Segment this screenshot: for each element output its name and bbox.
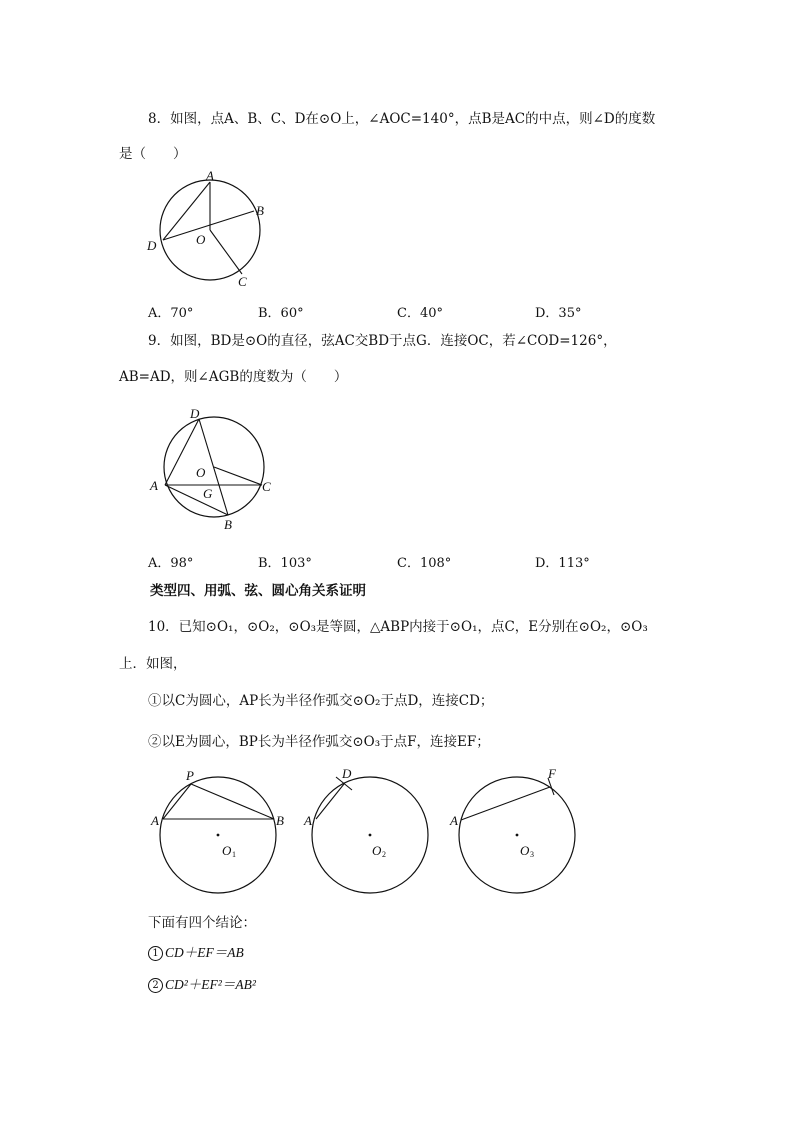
q10-label-o2-sub: 2 — [382, 850, 386, 859]
q10-label-f: F — [548, 766, 556, 781]
q10-center-o2 — [369, 834, 372, 837]
q10-label-b: B — [276, 813, 284, 828]
q10-chord-cd — [316, 784, 344, 819]
q9-label-a: A — [150, 478, 158, 493]
q10-center-o1 — [217, 834, 220, 837]
q8-option-a[interactable]: A．70° — [148, 306, 194, 321]
q8-option-b[interactable]: B．60° — [258, 306, 304, 321]
q9-text: 9．如图，BD是⊙O的直径，弦AC交BD于点G．连接OC，若∠COD=126°， — [148, 333, 617, 349]
q10-chord-ef — [461, 787, 550, 820]
q10-step-1: ①以C为圆心，AP长为半径作弧交⊙O₂于点D，连接CD； — [148, 693, 494, 709]
q9-figure — [148, 405, 288, 535]
q10-conclusion-1 — [148, 944, 244, 962]
q8-label-o: O — [196, 232, 206, 247]
q10-conclusion-1-text: CD＋EF＝AB — [165, 945, 244, 960]
q9-label-b: B — [224, 517, 232, 532]
q10-conclusion-intro: 下面有四个结论： — [148, 915, 256, 931]
q10-label-o1-sub: 1 — [232, 850, 236, 859]
q9-segment-oc — [214, 467, 262, 485]
q10-text: 10．已知⊙O₁，⊙O₂，⊙O₃是等圆，△ABP内接于⊙O₁，点C，E分别在⊙O₂，⊙O₃ — [148, 619, 648, 635]
q10-chord-pb — [191, 784, 274, 819]
q8-label-d: D — [147, 238, 157, 253]
q9-label-g: G — [203, 486, 213, 501]
q9-label-d: D — [190, 406, 200, 421]
q10-center-o3 — [516, 834, 519, 837]
q10-conclusion-2-text: CD²＋EF²＝AB² — [165, 977, 256, 992]
q10-text-cont: 上．如图， — [119, 656, 187, 672]
q8-option-c[interactable]: C．40° — [397, 306, 443, 321]
q9-label-c: C — [262, 479, 271, 494]
q10-label-d: D — [342, 766, 352, 781]
q8-text: 8．如图，点A、B、C、D在⊙O上，∠AOC=140°，点B是AC的中点，则∠D的度数 — [148, 111, 656, 127]
q8-label-c: C — [238, 274, 247, 289]
q10-label-o3: O — [520, 843, 530, 858]
q9-segment-ab — [165, 485, 228, 515]
q8-figure — [147, 168, 280, 290]
q10-conclusion-2 — [148, 976, 256, 994]
q10-chord-ap — [163, 784, 191, 819]
q8-label-b: B — [256, 203, 264, 218]
q9-label-o: O — [196, 465, 206, 480]
q8-segment-oc — [210, 230, 242, 274]
section-heading: 类型四、用弧、弦、圆心角关系证明 — [150, 583, 366, 599]
q8-option-d[interactable]: D．35° — [535, 306, 582, 321]
q10-figure — [150, 768, 590, 898]
q8-text-cont: 是（ ） — [119, 146, 187, 162]
q10-label-a3: A — [450, 813, 458, 828]
q9-option-d[interactable]: D．113° — [535, 556, 590, 571]
q9-option-a[interactable]: A．98° — [148, 556, 194, 571]
q8-label-a: A — [206, 168, 214, 183]
q8-segment-db — [163, 211, 254, 240]
q10-label-o3-sub: 3 — [530, 850, 534, 859]
q10-label-o1: O — [222, 843, 232, 858]
q10-label-p: P — [186, 768, 194, 783]
q9-text-cont: AB=AD，则∠AGB的度数为（ ） — [119, 369, 348, 385]
q9-option-c[interactable]: C．108° — [397, 556, 452, 571]
q10-label-o2: O — [372, 843, 382, 858]
q10-label-a2: A — [304, 813, 312, 828]
q10-conclusion-1-number: 1 — [148, 946, 163, 961]
q10-label-a1: A — [151, 813, 159, 828]
q10-step-2: ②以E为圆心，BP长为半径作弧交⊙O₃于点F，连接EF； — [148, 734, 490, 750]
q9-option-b[interactable]: B．103° — [258, 556, 312, 571]
q10-conclusion-2-number: 2 — [148, 978, 163, 993]
